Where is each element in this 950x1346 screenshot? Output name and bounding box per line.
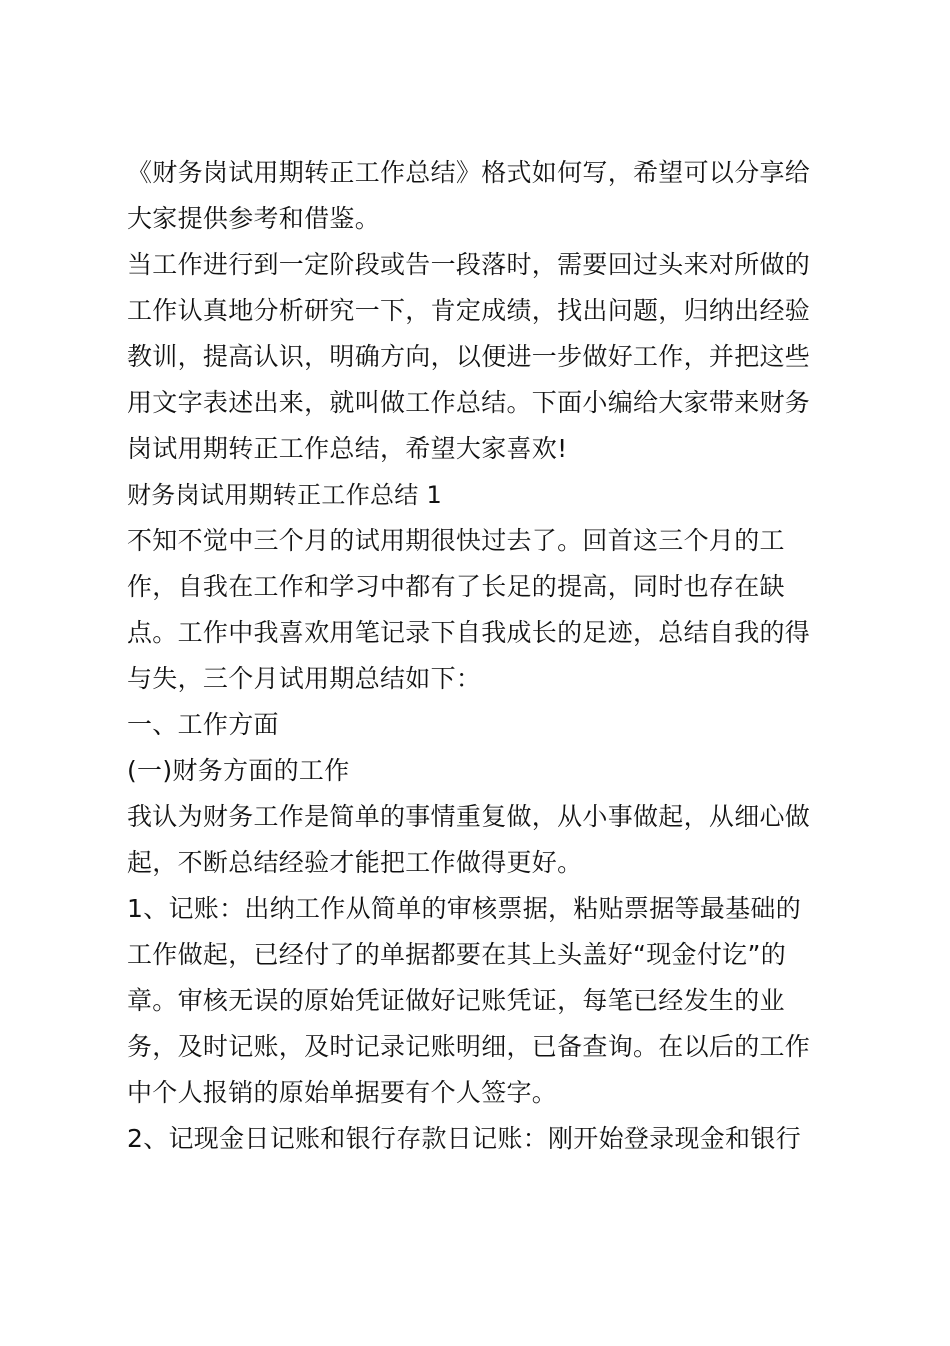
document-page: [127, 150, 827, 1162]
intro-line-2: 大家提供参考和借鉴。: [127, 204, 381, 233]
paragraph-2-line-1: 不知不觉中三个月的试用期很快过去了。回首这三个月的工: [127, 526, 785, 555]
paragraph-2-line-4: 与失，三个月试用期总结如下：: [127, 664, 482, 693]
paragraph-3-line-2: 起，不断总结经验才能把工作做得更好。: [127, 848, 583, 877]
paragraph-1-line-2: 工作认真地分析研究一下，肯定成绩，找出问题，归纳出经验: [127, 296, 811, 325]
paragraph-1-line-3: 教训，提高认识，明确方向，以便进一步做好工作，并把这些: [127, 342, 811, 371]
subheading-finance-work: (一)财务方面的工作: [127, 756, 350, 785]
section-title: 财务岗试用期转正工作总结 1: [127, 481, 443, 509]
paragraph-1-line-5: 岗试用期转正工作总结，希望大家喜欢!: [127, 434, 568, 463]
item-1-line-3: 章。审核无误的原始凭证做好记账凭证，每笔已经发生的业: [127, 986, 785, 1015]
item-1-line-2: 工作做起，已经付了的单据都要在其上头盖好“现金付讫”的: [127, 940, 787, 969]
item-1-line-4: 务，及时记账，及时记录记账明细，已备查询。在以后的工作: [127, 1032, 811, 1061]
item-2-line-1: 2、记现金日记账和银行存款日记账：刚开始登录现金和银行: [127, 1124, 802, 1153]
paragraph-2-line-3: 点。工作中我喜欢用笔记录下自我成长的足迹，总结自我的得: [127, 618, 811, 647]
paragraph-1-line-1: 当工作进行到一定阶段或告一段落时，需要回过头来对所做的: [127, 250, 811, 279]
paragraph-1-line-4: 用文字表述出来，就叫做工作总结。下面小编给大家带来财务: [127, 388, 811, 417]
heading-work-aspect: 一、工作方面: [127, 710, 279, 739]
paragraph-3-line-1: 我认为财务工作是简单的事情重复做，从小事做起，从细心做: [127, 802, 811, 831]
paragraph-2-line-2: 作，自我在工作和学习中都有了长足的提高，同时也存在缺: [127, 572, 785, 601]
item-1-line-5: 中个人报销的原始单据要有个人签字。: [127, 1078, 558, 1107]
intro-line-1: 《财务岗试用期转正工作总结》格式如何写，希望可以分享给: [127, 158, 811, 187]
item-1-line-1: 1、记账：出纳工作从简单的审核票据，粘贴票据等最基础的: [127, 894, 802, 923]
